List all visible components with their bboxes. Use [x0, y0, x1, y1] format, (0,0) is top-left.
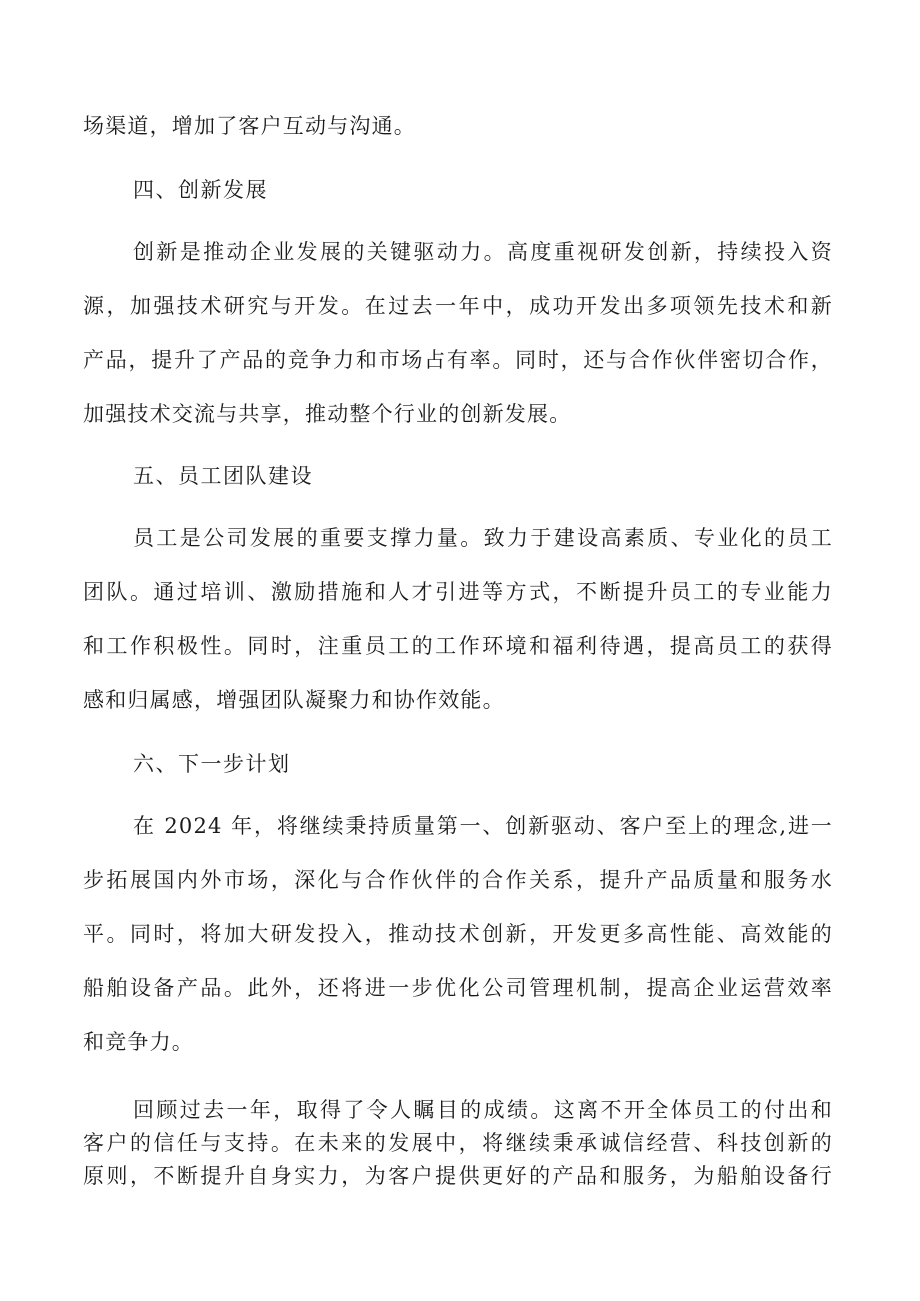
- paragraph-line: 加强技术交流与共享，推动整个行业的创新发展。: [83, 402, 572, 426]
- section-heading-innovation: 四、创新发展: [133, 178, 268, 202]
- section-heading-staff-team: 五、员工团队建设: [133, 464, 313, 488]
- paragraph-line: 平。同时，将加大研发投入，推动技术创新，开发更多高性能、高效能的: [83, 922, 833, 946]
- paragraph-line: 原则，不断提升自身实力，为客户提供更好的产品和服务，为船舶设备行: [83, 1164, 833, 1188]
- paragraph-line: 步拓展国内外市场，深化与合作伙伴的合作关系，提升产品质量和服务水: [83, 868, 833, 892]
- section-heading-next-plan: 六、下一步计划: [133, 752, 291, 776]
- paragraph-line: 和工作积极性。同时，注重员工的工作环境和福利待遇，提高员工的获得: [83, 634, 833, 658]
- paragraph-line: 客户的信任与支持。在未来的发展中，将继续秉承诚信经营、科技创新的: [83, 1131, 833, 1155]
- paragraph-line: 源，加强技术研究与开发。在过去一年中，成功开发出多项领先技术和新: [83, 294, 833, 318]
- paragraph-line: 创新是推动企业发展的关键驱动力。高度重视研发创新，持续投入资: [133, 240, 833, 264]
- paragraph-line: 回顾过去一年，取得了令人瞩目的成绩。这离不开全体员工的付出和: [133, 1098, 833, 1122]
- paragraph-line: 船舶设备产品。此外，还将进一步优化公司管理机制，提高企业运营效率: [83, 976, 833, 1000]
- paragraph-line: 感和归属感，增强团队凝聚力和协作效能。: [83, 688, 505, 712]
- paragraph-line: 在 2024 年，将继续秉持质量第一、创新驱动、客户至上的理念,进一: [133, 814, 833, 838]
- paragraph-line: 员工是公司发展的重要支撑力量。致力于建设高素质、专业化的员工: [133, 526, 833, 550]
- paragraph-line: 场渠道，增加了客户互动与沟通。: [83, 114, 416, 138]
- paragraph-line: 团队。通过培训、激励措施和人才引进等方式，不断提升员工的专业能力: [83, 580, 833, 604]
- paragraph-line: 产品，提升了产品的竞争力和市场占有率。同时，还与合作伙伴密切合作，: [83, 348, 833, 372]
- paragraph-line: 和竞争力。: [83, 1030, 194, 1054]
